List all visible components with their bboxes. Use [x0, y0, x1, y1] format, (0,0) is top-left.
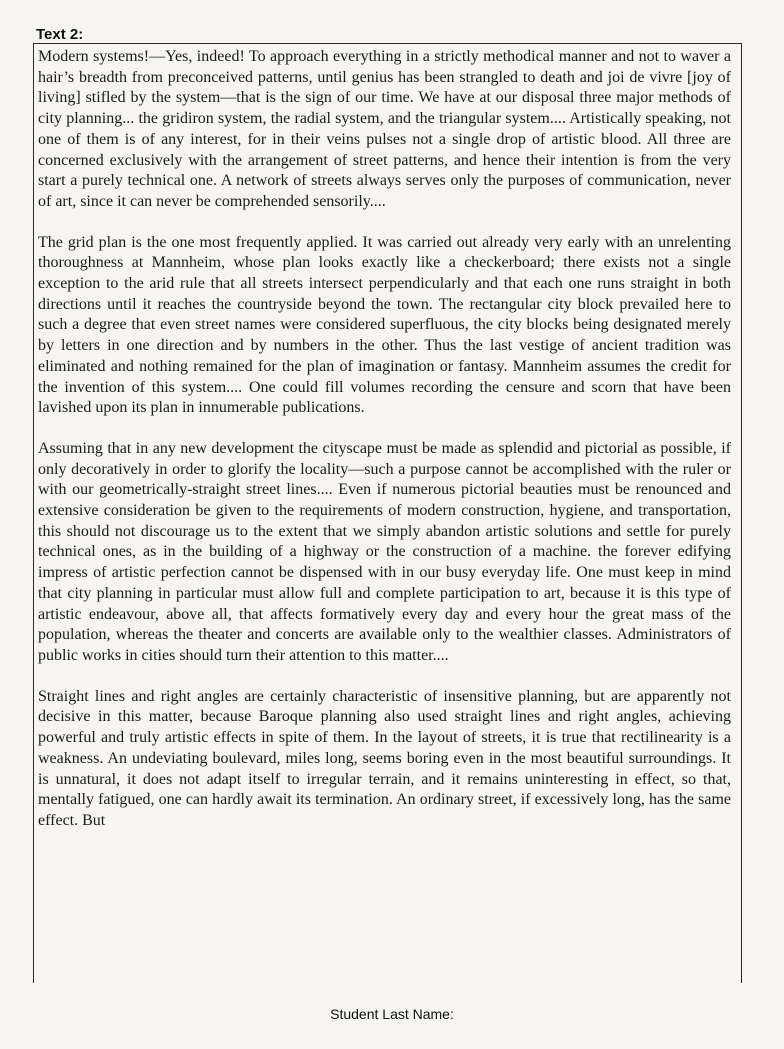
paragraph-2: The grid plan is the one most frequently applied. It was carried out already very early with an unrelenting thoroughness at Mannheim, whose plan looks exactly like a checkerboard; there exists not a single exception to the arid rule that all streets intersect perpendicularly and that each one runs straight in both directions until it reaches the countryside beyond the town. The rectangular city block prevailed here to such a degree that even street names were considered superfluous, the city blocks being designated merely by letters in one direction and by numbers in the other. Thus the last vestige of ancient tradition was eliminated and nothing remained for the plan of imagination or fantasy. Mannheim assumes the credit for the invention of this system.... One could fill volumes recording the censure and scorn that have been lavished upon its plan in innumerable publications. — [38, 233, 731, 417]
paragraph-gap — [38, 213, 731, 233]
paragraph-4: Straight lines and right angles are certainly characteristic of insensitive planning, but are apparently not decisive in this matter, because Baroque planning also used straight lines and right angles, achieving powerful and truly artistic effects in spite of them. In the layout of streets, it is true that rectilinearity is a weakness. An undeviating boulevard, miles long, seems boring even in the most beautiful surroundings. It is unnatural, it does not adapt itself to irregular terrain, and it remains uninteresting in effect, so that, mentally fatigued, one can hardly await its termination. An ordinary street, if excessively long, has the same effect. But — [38, 687, 731, 829]
paragraph-3: Assuming that in any new development the cityscape must be made as splendid and pictorial as possible, if only decoratively in order to glorify the locality—such a purpose cannot be accomplished with the ruler or with our geometrically-straight street lines.... Even if numerous pictorial beauties must be renounced and extensive consideration be given to the requirements of modern construction, hygiene, and transportation, this should not discourage us to the extent that we simply abandon artistic solutions and settle for purely technical ones, as in the building of a highway or the construction of a machine. the forever edifying impress of artistic perfection cannot be dispensed with in our busy everyday life. One must keep in mind that city planning in particular must allow full and complete participation to art, because it is this type of artistic endeavour, above all, that affects formatively every day and every hour the great mass of the population, whereas the theater and concerts are available only to the wealthier classes. Administrators of public works in cities should turn their attention to this matter.... — [38, 439, 731, 664]
paragraph-gap — [38, 419, 731, 439]
passage-box — [33, 43, 742, 983]
paragraph-gap — [38, 667, 731, 687]
text-label: Text 2: — [36, 26, 84, 43]
paragraph-1: Modern systems!—Yes, indeed! To approach everything in a strictly methodical manner and not to waver a hair’s breadth from preconceived patterns, until genius has been strangled to death and joi de vivre [joy of living] stifled by the system—that is the sign of our time. We have at our disposal three major methods of city planning... the gridiron system, the radial system, and the triangular system.... Artistically speaking, not one of them is of any interest, for in their veins pulses not a single drop of artistic blood. All three are concerned exclusively with the arrangement of street patterns, and hence their intention is from the very start a purely technical one. A network of streets always serves only the purposes of communication, never of art, since it can never be comprehended sensorily.... — [38, 48, 731, 210]
student-name-label: Student Last Name: — [330, 1006, 454, 1022]
